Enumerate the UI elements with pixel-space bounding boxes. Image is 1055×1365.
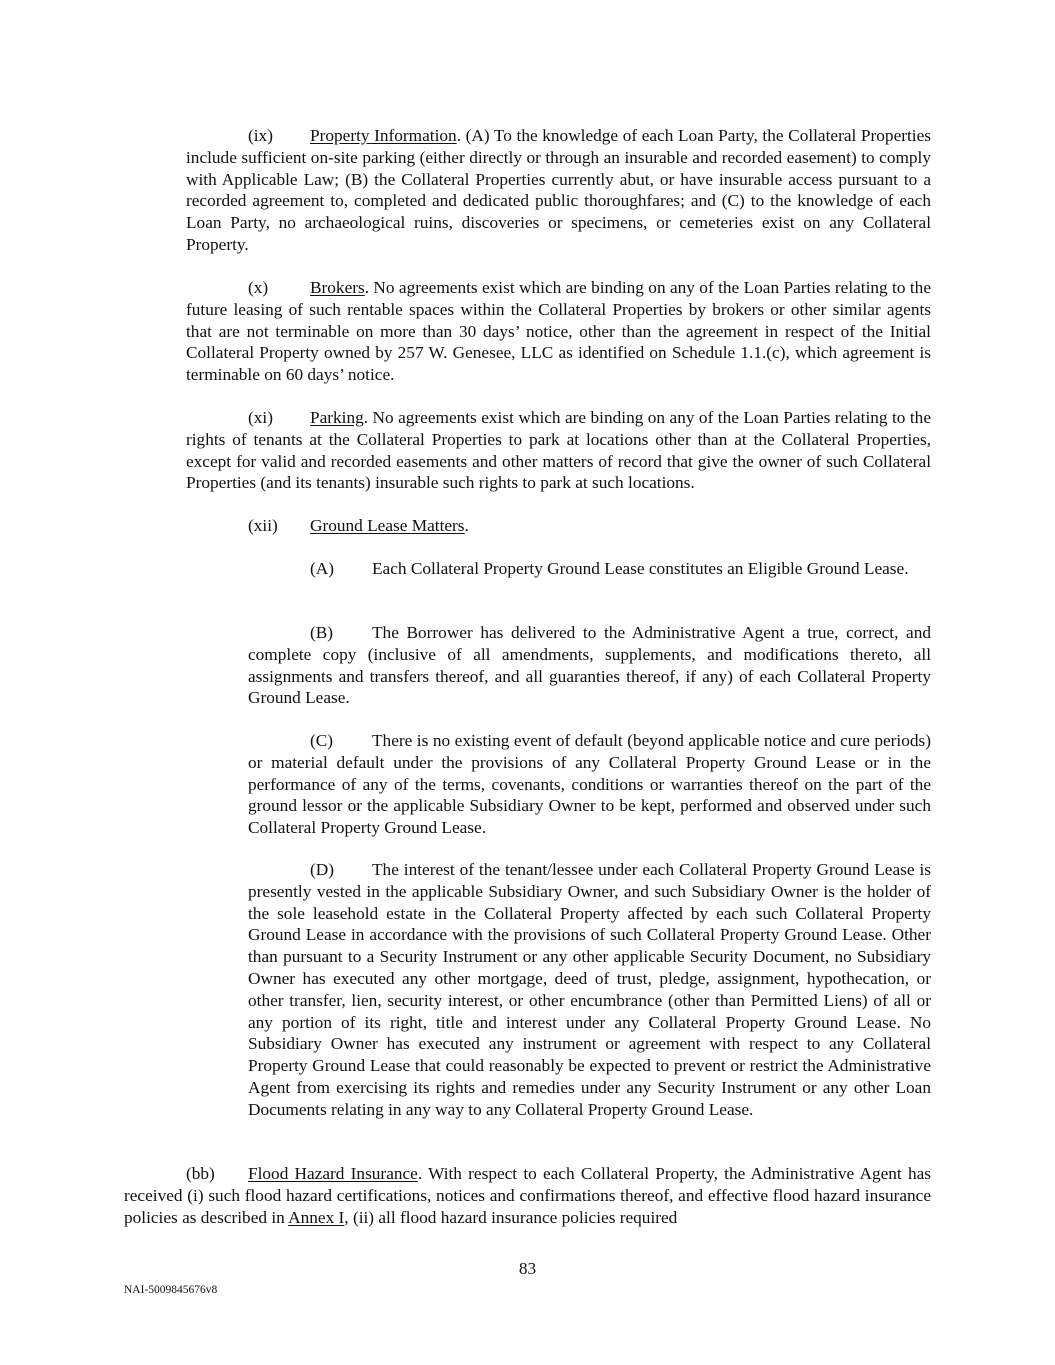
subparagraph-number: (B) — [310, 623, 334, 642]
paragraph-heading: Flood Hazard Insurance — [248, 1164, 418, 1183]
paragraph-number: (bb) — [186, 1164, 215, 1183]
paragraph-bb — [124, 1163, 931, 1228]
paragraph-text-continued: , (ii) all flood hazard insurance policies required — [344, 1207, 678, 1227]
paragraph-number: (ix) — [248, 126, 273, 145]
paragraph-text: . No agreements exist which are binding on any of the Loan Parties relating to the future leasing of such rentable spaces within the Collateral Properties by brokers or other similar agents that are not terminable on more than 30 days’ notice, other than the agreement in respect of the Initial Collateral Property owned by 257 W. Genesee, LLC as identified on Schedule 1.1.(c), which agreement is terminable on 60 days’ notice. — [186, 278, 931, 385]
paragraph-ix — [186, 125, 931, 256]
subparagraph-A — [248, 558, 931, 580]
subparagraph-number: (A) — [310, 559, 334, 578]
paragraph-number: (xi) — [248, 408, 273, 427]
paragraph-heading: Brokers — [310, 278, 365, 297]
subparagraph-text: The interest of the tenant/lessee under each Collateral Property Ground Lease is presently vested in the applicable Subsidiary Owner, and such Subsidiary Owner is the holder of the sole leasehold estate in the Collateral Property affected by each such Collateral Property Ground Lease in accordance with the provisions of such Collateral Property Ground Lease. Other than pursuant to a Security Instrument or any other applicable Security Document, no Subsidiary Owner has executed any other mortgage, deed of trust, pledge, assignment, hypothecation, or other transfer, lien, security interest, or other encumbrance (other than Permitted Liens) of all or any portion of its right, title and interest under any Collateral Property Ground Lease. No Subsidiary Owner has executed any instrument or agreement with respect to any Collateral Property Ground Lease that could reasonably be expected to prevent or restrict the Administrative Agent from exercising its rights and remedies under any Security Instrument or any other Loan Documents relating in any way to any Collateral Property Ground Lease. — [248, 860, 931, 1119]
paragraph-x — [186, 277, 931, 386]
paragraph-xi — [186, 407, 931, 494]
paragraph-heading: Property Information — [310, 126, 457, 145]
paragraph-heading: Parking — [310, 408, 364, 427]
document-id: NAI-5009845676v8 — [124, 1284, 218, 1296]
subparagraph-D — [248, 859, 931, 1121]
annex-reference: Annex I — [288, 1207, 345, 1227]
paragraph-number: (xii) — [248, 516, 278, 535]
subparagraph-C — [248, 730, 931, 839]
subparagraph-number: (D) — [310, 860, 334, 879]
paragraph-text: . With respect to each Collateral Property, the Administrative Agent has received (i) such flood hazard certifications, notices and confirmations thereof, and effective flood hazard insurance policies as described in — [124, 1164, 931, 1227]
subparagraph-number: (C) — [310, 731, 334, 750]
paragraph-text: . (A) To the knowledge of each Loan Party, the Collateral Properties include sufficient on-site parking (either directly or through an insurable and recorded easement) to comply with Applicable Law; (B) the Collateral Properties currently abut, or have insurable access pursuant to a recorded agreement to, completed and dedicated public thoroughfares; and (C) to the knowledge of each Loan Party, no archaeological ruins, discoveries or specimens, or cemeteries exist on any Collateral Property. — [186, 126, 931, 254]
paragraph-text: . — [464, 516, 469, 535]
subparagraph-B — [248, 622, 931, 709]
subparagraph-text: There is no existing event of default (beyond applicable notice and cure periods) or material default under the provisions of any Collateral Property Ground Lease or in the performance of any of the terms, covenants, conditions or warranties thereof on the part of the ground lessor or the applicable Subsidiary Owner to be kept, performed and observed under such Collateral Property Ground Lease. — [248, 731, 931, 838]
paragraph-heading: Ground Lease Matters — [310, 516, 465, 535]
subparagraph-text: The Borrower has delivered to the Administrative Agent a true, correct, and complete copy (inclusive of all amendments, supplements, and modifications thereto, all assignments and transfers thereof, and all guaranties thereof, if any) of each Collateral Property Ground Lease. — [248, 623, 931, 708]
page-number: 83 — [518, 1259, 537, 1278]
paragraph-text: . No agreements exist which are binding on any of the Loan Parties relating to the rights of tenants at the Collateral Properties to park at locations other than at the Collateral Properties, except for valid and recorded easements and other matters of record that give the owner of such Collateral Properties (and its tenants) insurable such rights to park at such locations. — [186, 408, 931, 493]
paragraph-number: (x) — [248, 278, 269, 297]
paragraph-xii — [186, 515, 931, 537]
subparagraph-text: Each Collateral Property Ground Lease constitutes an Eligible Ground Lease. — [372, 559, 909, 578]
